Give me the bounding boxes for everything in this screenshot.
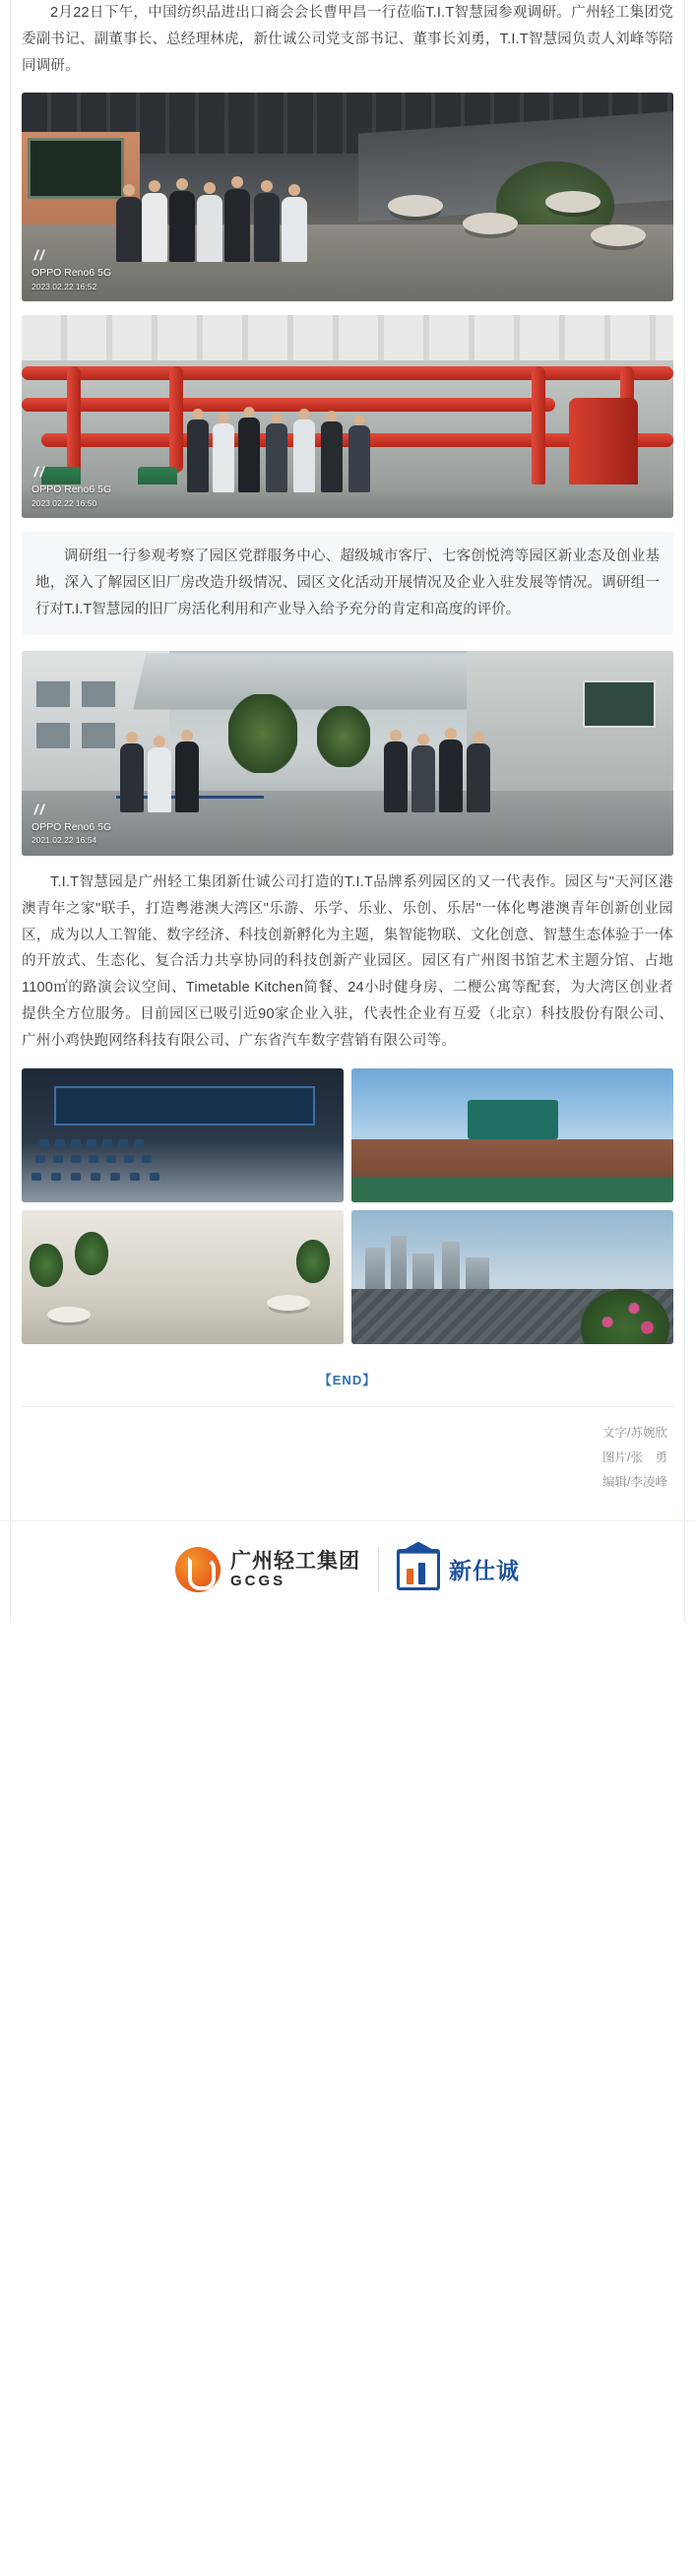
photo3-watermark	[32, 802, 111, 848]
photo1-timestamp: 2023.02.22 16:52	[32, 281, 97, 291]
courtyard-tour-photo	[22, 651, 673, 856]
photo3-timestamp: 2021.02.22 16:54	[32, 835, 97, 846]
flame-icon	[175, 1547, 221, 1592]
park-facade-photo	[351, 1068, 673, 1202]
photo2-pipe	[169, 366, 183, 473]
gcgs-logo	[175, 1547, 360, 1592]
photo1-watermark	[32, 247, 111, 293]
photo2-tank	[569, 398, 638, 492]
photo2-person	[321, 421, 343, 492]
auditorium-photo	[22, 1068, 344, 1202]
delegation-walkway-photo	[22, 93, 673, 301]
photo2-pipe	[22, 398, 555, 412]
photo3-person	[467, 743, 490, 812]
photo-gallery	[22, 1068, 673, 1344]
rooftop-city-photo	[351, 1210, 673, 1344]
photo3-person	[439, 740, 463, 812]
photo2-person	[213, 423, 234, 492]
photo2-person	[348, 425, 370, 492]
photo3-person	[175, 741, 199, 812]
gcgs-logo-en: GCGS	[230, 1572, 286, 1589]
credits-divider	[22, 1406, 673, 1407]
photo2-device: OPPO Reno6 5G	[32, 483, 112, 496]
photo3-person	[148, 747, 171, 812]
paragraph-park-intro: T.I.T智慧园是广州轻工集团新仕诚公司打造的T.I.T品牌系列园区的又一代表作。园区与"天河区港澳青年之家"联手，打造粤港澳大湾区"乐游、乐学、乐业、乐创、乐居"一体化粤港澳青年创新创业园区，成为以人工智能、数字经济、科技创新孵化为主题，集智能物联、文化创意、智慧生态体验于一体的开放式、生态化、复合活力共享协同的科技创新产业园区。园区有广州图书馆艺术主题分馆、占地1100㎡的路演会议空间、Timetable Kitchen简餐、24小时健身房、二楩公寓等配套，为大湾区创业者提供全方位服务。目前园区已吸引近90家企业入驻，代表性企业有互爱（北京）科技股份有限公司、广州小鸡快跑网络科技有限公司、广东省汽车数字营销有限公司等。	[22, 873, 673, 1049]
camera-brand-icon	[32, 802, 47, 817]
xinshicheng-logo-cn: 新仕诚	[449, 1558, 520, 1584]
camera-brand-icon	[32, 464, 47, 480]
photo2-person	[187, 419, 209, 492]
lobby-lounge-photo	[22, 1210, 344, 1344]
note-block	[22, 532, 673, 634]
house-icon	[397, 1549, 440, 1590]
xinshicheng-logo	[397, 1549, 520, 1590]
credit-writer: 文字/苏婉欣	[602, 1425, 667, 1440]
credit-photographer: 图片/张 勇	[602, 1449, 667, 1464]
photo3-tree	[228, 694, 297, 773]
photo3-person	[411, 745, 435, 812]
photo3-display-screen	[583, 680, 656, 728]
footer-divider	[378, 1547, 379, 1592]
photo3-person	[120, 743, 144, 812]
credit-editor: 编辑/李凌峰	[602, 1474, 667, 1489]
right-rule	[684, 0, 685, 1622]
photo2-person	[238, 418, 260, 492]
pump-room-photo	[22, 315, 673, 518]
photo3-tree	[317, 706, 370, 767]
gcgs-logo-cn: 广州轻工集团	[230, 1549, 360, 1573]
photo2-ceiling	[22, 315, 673, 360]
left-rule	[10, 0, 11, 1622]
photo2-pipe	[532, 366, 545, 488]
photo2-person	[266, 423, 287, 492]
paragraph-survey: 调研组一行参观考察了园区党群服务中心、超级城市客厅、七客创悦湾等园区新业态及创业基地，深入了解园区旧厂房改造升级情况、园区文化活动开展情况及企业入驻发展等情况。调研组一行对T.I.T智慧园的旧厂房活化利用和产业导入给予充分的肯定和高度的评价。	[35, 548, 660, 618]
photo2-pipe	[22, 366, 673, 380]
photo2-pipe	[67, 366, 81, 479]
paragraph-intro: 2月22日下午，中国纺织品进出口商会会长曹甲昌一行莅临T.I.T智慧园参观调研。广州轻工集团党委副书记、副董事长、总经理林虎，新仕诚公司党支部书记、董事长刘勇，T.I.T智慧园负责人刘峰等陪同调研。	[22, 5, 673, 74]
photo1-people	[116, 156, 323, 262]
camera-brand-icon	[32, 247, 47, 263]
photo1-tables	[388, 185, 654, 254]
photo2-watermark	[32, 464, 111, 510]
footer-logos	[0, 1520, 695, 1622]
credits-block	[22, 1421, 673, 1495]
photo3-device: OPPO Reno6 5G	[32, 820, 112, 833]
photo3-person	[384, 741, 408, 812]
photo2-timestamp: 2023.02.22 16:50	[32, 497, 97, 508]
photo2-floor	[22, 484, 673, 518]
end-mark: 【END】	[318, 1372, 377, 1387]
photo2-person	[293, 419, 315, 492]
photo1-device: OPPO Reno6 5G	[32, 267, 112, 280]
